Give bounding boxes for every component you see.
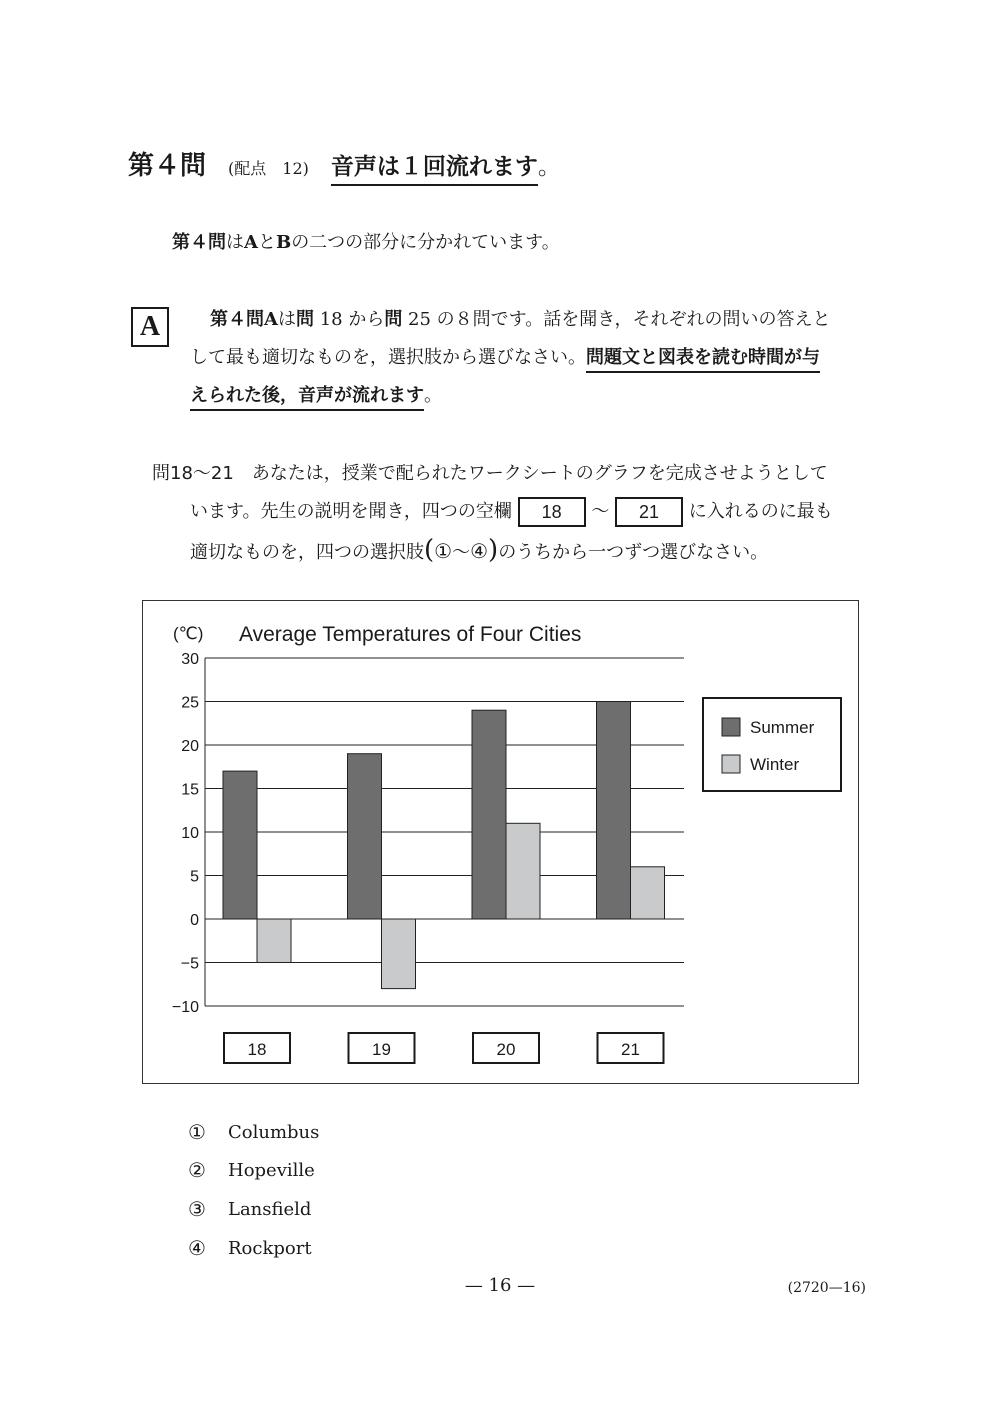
- option-label: Rockport: [228, 1237, 312, 1259]
- choice-tilde: ～: [452, 542, 471, 563]
- section-a-part: A: [264, 309, 278, 330]
- y-tick-label: 25: [181, 694, 199, 712]
- blank-box-18: 18: [518, 497, 586, 527]
- intro-question-ref: 第４問: [172, 232, 226, 253]
- section-a-q-mark-2: 問: [384, 309, 403, 330]
- y-tick-label: 10: [181, 825, 199, 842]
- section-a-text-3: 25 の８問です。話を聞き，それぞれの問いの答えと: [402, 309, 831, 330]
- question-18-21-text-2: います。先生の説明を聞き，四つの空欄: [190, 501, 512, 522]
- intro-part-a: A: [244, 232, 258, 253]
- question-18-21-text-3: に入れるのに最も: [688, 501, 833, 522]
- intro-text: [172, 228, 560, 254]
- question-title: 第４問: [128, 151, 207, 181]
- category-label: 21: [621, 1040, 640, 1059]
- temperature-chart: [143, 601, 860, 1085]
- y-tick-label: −5: [180, 955, 199, 973]
- y-tick-label: 20: [181, 738, 199, 755]
- option-1: [188, 1120, 319, 1144]
- section-a-text-1: は: [277, 309, 296, 330]
- category-label: 19: [372, 1040, 391, 1059]
- page-number: — 16 —: [464, 1275, 536, 1296]
- blank-box-21: 21: [615, 497, 683, 527]
- winter-bar: [506, 823, 540, 919]
- intro-text-3: の二つの部分に分かれています。: [291, 232, 560, 253]
- winter-bar: [257, 919, 291, 963]
- winter-bar: [382, 919, 416, 989]
- legend-label: Winter: [750, 755, 800, 774]
- question-18-21-line-3: [190, 531, 768, 572]
- option-3: [188, 1197, 311, 1221]
- question-18-21-text-5: のうちから一つずつ選びなさい。: [498, 542, 769, 563]
- legend-swatch: [722, 718, 740, 736]
- circled-one-icon: ①: [188, 1120, 206, 1144]
- legend-swatch: [722, 755, 740, 773]
- section-a-underlined-2: えられた後，音声が流れます: [190, 385, 424, 411]
- section-a-line-1: [210, 301, 831, 339]
- question-18-21-line-2: [190, 493, 833, 531]
- legend-label: Summer: [750, 718, 815, 737]
- circled-four-icon: ④: [188, 1236, 206, 1260]
- points-label: (配点 12): [228, 159, 309, 178]
- option-2: [188, 1158, 315, 1182]
- section-a-underlined-1: 問題文と図表を読む時間が与: [586, 347, 820, 373]
- y-tick-label: 15: [181, 781, 199, 799]
- winter-bar: [631, 867, 665, 919]
- section-a-line-2: [190, 339, 820, 377]
- chart-title: Average Temperatures of Four Cities: [239, 623, 582, 646]
- summer-bar: [597, 702, 631, 920]
- section-a-period: 。: [424, 385, 442, 406]
- audio-note: 音声は１回流れます: [331, 148, 538, 186]
- section-a-label: A: [131, 307, 169, 347]
- section-a-text-2: 18 から: [313, 309, 385, 330]
- circled-four-icon: ④: [470, 539, 489, 563]
- tilde: ～: [591, 501, 610, 522]
- question-heading: [128, 145, 561, 185]
- intro-text-2: と: [257, 232, 276, 253]
- section-a-question-ref: 第４問: [210, 309, 264, 330]
- y-tick-label: −10: [171, 999, 199, 1016]
- summer-bar: [223, 771, 257, 919]
- y-tick-label: 0: [190, 912, 199, 929]
- summer-bar: [472, 710, 506, 919]
- y-axis-unit: (℃): [173, 624, 204, 643]
- category-label: 20: [496, 1040, 516, 1059]
- option-label: Lansfield: [228, 1198, 312, 1220]
- legend-box: [703, 698, 841, 791]
- paren-open: (: [424, 535, 435, 565]
- section-a-q-mark-1: 問: [295, 309, 314, 330]
- section-a-line-3: [190, 377, 442, 415]
- summer-bar: [348, 754, 382, 919]
- question-18-21-line-1: [152, 455, 828, 493]
- circled-two-icon: ②: [188, 1158, 206, 1182]
- intro-part-b: B: [275, 232, 292, 253]
- audio-note-period: 。: [537, 154, 561, 180]
- category-label: 18: [247, 1040, 267, 1059]
- circled-one-icon: ①: [434, 539, 453, 563]
- circled-three-icon: ③: [188, 1197, 206, 1221]
- section-a-text-4: して最も適切なものを，選択肢から選びなさい。: [190, 347, 586, 368]
- intro-text-1: は: [226, 232, 244, 253]
- option-label: Columbus: [228, 1121, 320, 1143]
- chart-frame: [142, 600, 859, 1084]
- question-18-21-label: 問18～21: [152, 463, 234, 484]
- paren-close: ): [488, 535, 499, 565]
- y-tick-label: 30: [181, 651, 199, 668]
- question-18-21-text-4: 適切なものを，四つの選択肢: [190, 542, 424, 563]
- page-code: (2720—16): [787, 1280, 866, 1296]
- y-tick-label: 5: [190, 868, 199, 886]
- option-4: [188, 1236, 312, 1260]
- question-18-21-text-1: あなたは，授業で配られたワークシートのグラフを完成させようとして: [251, 463, 828, 484]
- option-label: Hopeville: [228, 1159, 315, 1181]
